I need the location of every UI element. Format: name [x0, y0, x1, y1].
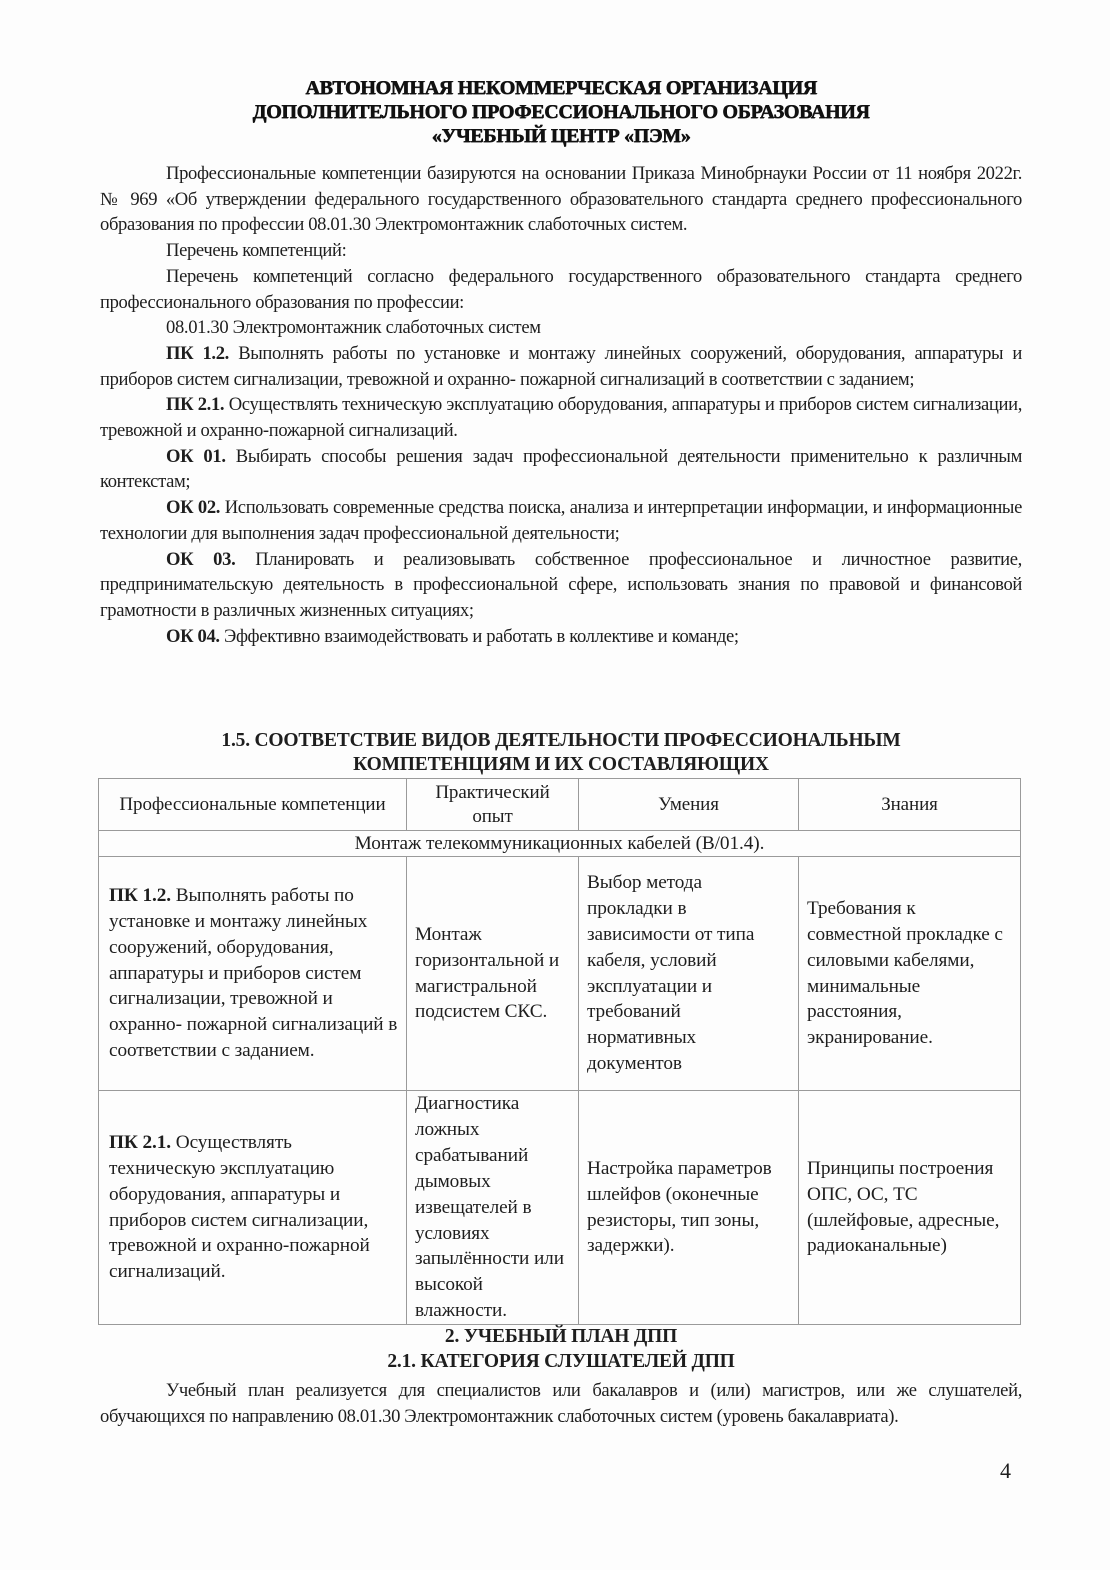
competence-code: ПК 2.1. — [109, 1131, 172, 1153]
listener-category-paragraph: Учебный план реализуется для специалистов или бакалавров и (или) магистров, или же слушателей, обучающихся по направлению 08.01.30 Электромонтажник слаботочных систем (уровень бакалавриата). — [100, 1380, 1022, 1427]
section-heading-2: 2. УЧЕБНЫЙ ПЛАН ДПП — [444, 1326, 678, 1347]
table-row — [99, 1091, 1021, 1325]
knowledge-cell: Принципы построения ОПС, ОС, ТС (шлейфовые, адресные, радиоканальные) — [799, 1091, 1021, 1325]
competency-list-label: Перечень компетенций: — [166, 240, 347, 262]
activity-label: Монтаж телекоммуникационных кабелей (В/01.4). — [99, 831, 1021, 857]
org-header-line-2: ДОПОЛНИТЕЛЬНОГО ПРОФЕССИОНАЛЬНОГО ОБРАЗОВАНИЯ — [252, 101, 870, 123]
skills-cell: Выбор метода прокладки в зависимости от типа кабеля, условий эксплуатации и требований нормативных документов — [579, 857, 799, 1091]
competency-code: ОК 03. — [166, 548, 236, 570]
competency-text: Выполнять работы по установке и монтажу линейных сооружений, оборудования, аппаратуры и приборов систем сигнализации, тревожной и охранно- пожарной сигнализаций в соответствии с заданием; — [100, 342, 1022, 390]
table-header-row — [99, 779, 1021, 831]
profession-code: 08.01.30 Электромонтажник слаботочных систем — [166, 317, 541, 339]
experience-cell: Монтаж горизонтальной и магистральной подсистем СКС. — [407, 857, 579, 1091]
org-header-line-1: АВТОНОМНАЯ НЕКОММЕРЧЕСКАЯ ОРГАНИЗАЦИЯ — [305, 77, 817, 99]
section-heading-line-1: 1.5. СООТВЕТСТВИЕ ВИДОВ ДЕЯТЕЛЬНОСТИ ПРОФЕССИОНАЛЬНЫМ — [221, 730, 901, 751]
competency-item — [100, 341, 1022, 392]
competency-item — [100, 495, 1022, 546]
competency-item — [100, 547, 1022, 624]
competence-cell — [99, 1091, 407, 1325]
competency-text: Выбирать способы решения задач профессиональной деятельности применительно к различным контекстам; — [100, 445, 1022, 493]
competency-text: Планировать и реализовывать собственное профессиональное и личностное развитие, предпринимательскую деятельность в профессиональной сфере, использовать знания по правовой и финансовой грамотности в различных жизненных ситуациях; — [100, 548, 1022, 621]
competency-text: Эффективно взаимодействовать и работать в коллективе и команде; — [219, 625, 739, 647]
competency-item — [100, 392, 1022, 443]
competency-code: ОК 04. — [166, 625, 220, 647]
competency-code: ПК 1.2. — [166, 342, 229, 364]
competence-cell — [99, 857, 407, 1091]
competency-code: ОК 02. — [166, 497, 221, 519]
competence-text: Выполнять работы по установке и монтажу линейных сооружений, оборудования, аппаратуры и приборов систем сигнализации, тревожной и охранно- пожарной сигнализаций в соответствии с заданием. — [109, 884, 398, 1062]
competency-item — [100, 444, 1022, 495]
competency-code: ПК 2.1. — [166, 394, 225, 416]
page-number: 4 — [1000, 1458, 1011, 1483]
competency-text: Осуществлять техническую эксплуатацию оборудования, аппаратуры и приборов систем сигнализации, тревожной и охранно-пожарной сигнализаций. — [100, 394, 1022, 442]
column-header: Умения — [579, 779, 799, 831]
column-header: Профессиональные компетенции — [99, 779, 407, 831]
competency-code: ОК 01. — [166, 445, 226, 467]
competence-text: Осуществлять техническую эксплуатацию оборудования, аппаратуры и приборов систем сигнализации, тревожной и охранно-пожарной сигнализаций. — [109, 1131, 370, 1283]
document-body — [100, 161, 1022, 649]
section-2-1-body — [100, 1378, 1022, 1429]
competency-item — [100, 624, 1022, 650]
section-heading-2-1: 2.1. КАТЕГОРИЯ СЛУШАТЕЛЕЙ ДПП — [387, 1351, 735, 1372]
column-header: Знания — [799, 779, 1021, 831]
competence-code: ПК 1.2. — [109, 884, 172, 906]
competency-matrix-table — [98, 778, 1021, 1325]
competency-text: Использовать современные средства поиска, анализа и интерпретации информации, и информационные технологии для выполнения задач профессиональной деятельности; — [100, 497, 1022, 544]
org-header-line-3: «УЧЕБНЫЙ ЦЕНТР «ПЭМ» — [431, 125, 691, 147]
section-heading-line-2: КОМПЕТЕНЦИЯМ И ИХ СОСТАВЛЯЮЩИХ — [353, 754, 769, 775]
knowledge-cell: Требования к совместной прокладке с силовыми кабелями, минимальные расстояния, экранирование. — [799, 857, 1021, 1091]
organization-header — [100, 76, 1022, 148]
skills-cell: Настройка параметров шлейфов (оконечные резисторы, тип зоны, задержки). — [579, 1091, 799, 1325]
intro-paragraph: Профессиональные компетенции базируются на основании Приказа Минобрнауки России от 11 ноября 2022г. № 969 «Об утверждении федерального государственного образовательного стандарта среднего профессионального образования по профессии 08.01.30 Электромонтажник слаботочных систем. — [100, 163, 1022, 236]
activity-row — [99, 831, 1021, 857]
competency-list-intro: Перечень компетенций согласно федерального государственного образовательного стандарта среднего профессионального образования по профессии: — [100, 265, 1022, 313]
table-row — [99, 857, 1021, 1091]
column-header: Практический опыт — [407, 779, 579, 831]
section-heading-1-5 — [100, 729, 1022, 777]
experience-cell: Диагностика ложных срабатываний дымовых извещателей в условиях запылённости или высокой влажности. — [407, 1091, 579, 1325]
